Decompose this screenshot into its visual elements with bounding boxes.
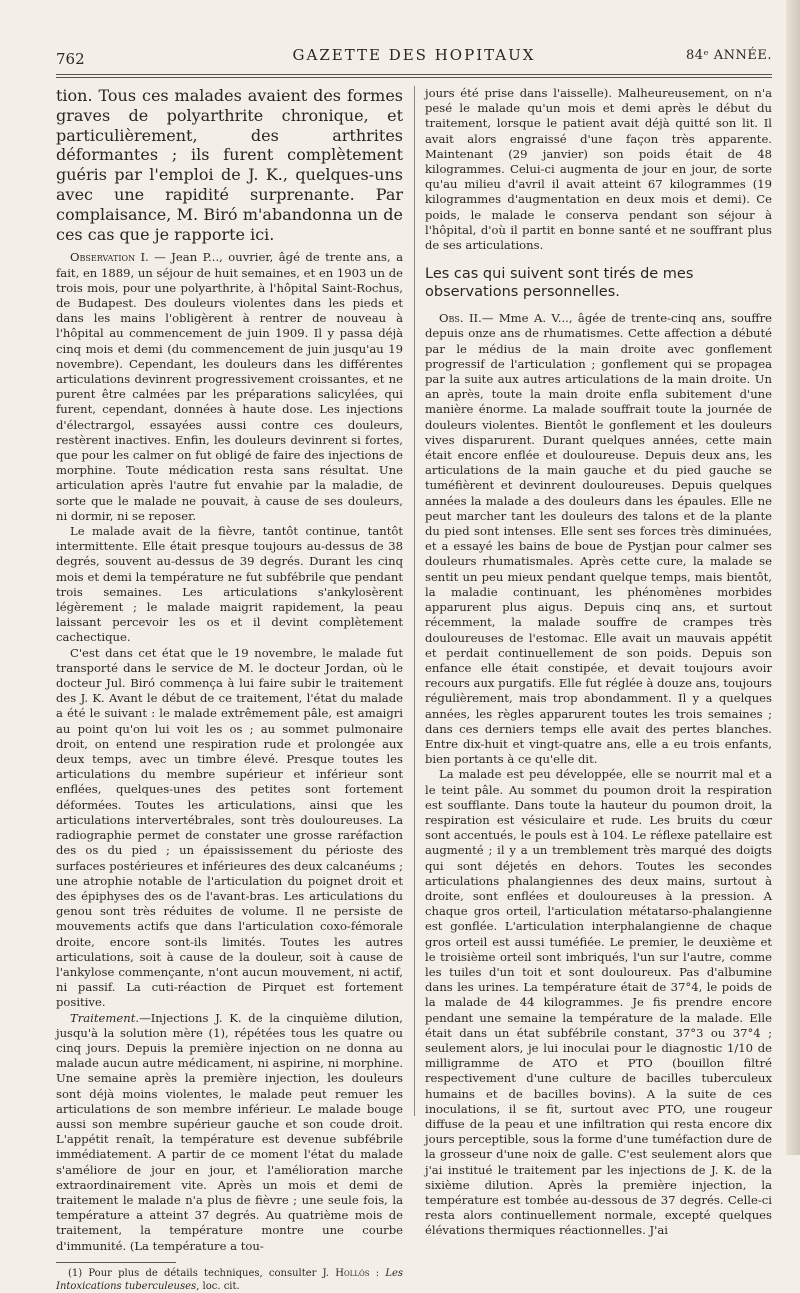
column-divider: [414, 86, 415, 1116]
right-column: [425, 86, 772, 1239]
observation-2-exam-paragraph: La malade est peu développée, elle se nourrit mal et a le teint pâle. Au sommet du poumon droit la respiration est soufflante. Dans toute la hauteur du poumon droit, la respiration est vésiculaire et rude. Les bruits du cœur sont accentués, le pouls est à 104. Le réflexe patellaire est augmenté ; il y a un tremblement très marqué des doigts qui sont déjetés en dehors. Toutes les secondes articulations phalangiennes des deux mains, surtout à droite, sont enflées et douloureuses à la pression. A chaque gros orteil, l'articulation métatarso-phalangienne est gonflée. L'articulation interphalangienne de chaque gros orteil est aussi tuméfiée. Le premier, le deuxième et le troisième orteil sont imbriqués, l'un sur l'autre, comme les tuiles d'un toit et sont douloureux. Pas d'albumine dans les urines. La température était de 37°4, le poids de la malade de 44 kilogrammes. Je fis prendre encore pendant une semaine la température de la malade. Elle était dans un état subfébrile constant, 37°3 ou 37°4 ; seulement alors, je lui inoculai pour le diagnostic 1/10 de milligramme de ATO et PTO (bouillon filtré respectivement d'une culture de bacilles tuberculeux humains et de bacilles bovins). A la suite de ces inoculations, il se fit, surtout avec PTO, une rougeur diffuse de la peau et une infiltration qui resta encore dix jours perceptible, sous la forme d'une tuméfaction dure de la grosseur d'une noix de galle. C'est seulement alors que j'ai institué le traitement par les injections de J. K. de la sixième dilution. Après la première injection, la température est tombée au-dessous de 37 degrés. Celle-ci resta alors continuellement normale, excepté quelques élévations thermiques réactionnelles. J'ai: [425, 767, 772, 1238]
observation-2-text: — Mme A. V..., âgée de trente-cinq ans, souffre depuis onze ans de rhumatismes. Cette affection a débuté par le médius de la main droite avec gonflement progressif de l'articulation ; gonflement qui se propagea par la suite aux autres articulations de la main droite. Un an après, toute la main droite enfla subitement d'une manière énorme. La malade souffrait toute la journée de douleurs violentes. Bientôt le gonflement et les douleurs vives disparurent. Durant quelques années, cette main était encore enflée et douloureuse. Depuis deux ans, les articulations de la main gauche et du pied gauche se tuméfièrent et devinrent douloureuses. Depuis quelques années la malade a des douleurs dans les épaules. Elle ne peut marcher tant les douleurs des talons et de la plante du pied sont intenses. Elle sent ses forces très diminuées, et a essayé les bains de boue de Pystjan pour calmer ses douleurs rhumatismales. Après cette cure, la malade se sentit un peu mieux pendant quelque temps, mais bientôt, la maladie continuant, les phénomènes morbides apparurent plus aigus. Depuis cinq ans, et surtout récemment, la malade souffre de crampes très douloureuses de l'estomac. Elle avait un mauvais appétit et perdait continuellement de son poids. Depuis son enfance elle était constipée, et devait toujours avoir recours aux purgatifs. Elle fut réglée à douze ans, toujours régulièrement, mais trop abondamment. Il y a quelques années, les règles apparurent toutes les trois semaines ; dans ces derniers temps elle avait des pertes blanches. Entre dix-huit et vingt-quatre ans, elle a eu trois enfants, bien portants à ce qu'elle dit.: [425, 311, 772, 767]
footnote-author: Hollós: [335, 1267, 370, 1279]
left-column: [56, 86, 403, 1293]
journal-title: GAZETTE DES HOPITAUX: [292, 46, 536, 64]
running-header: [56, 44, 772, 68]
page-edge: [786, 0, 800, 1155]
footnote-rule: [56, 1262, 176, 1263]
continuation-paragraph: jours été prise dans l'aisselle). Malheureusement, on n'a pesé le malade qu'un mois et demi après le début du traitement, lorsque le patient avait déjà quitté son lit. Il avait alors engraissé d'une façon très apparente. Maintenant (29 janvier) son poids était de 48 kilogrammes. Celui-ci augmenta de jour en jour, de sorte qu'au milieu d'avril il avait atteint 67 kilogrammes (19 kilogrammes d'augmentation en deux mois et demi). Ce poids, le malade le conserva pendant son séjour à l'hôpital, d'où il partit en bonne santé et ne souffrant plus de ses articulations.: [425, 86, 772, 253]
footnote-citation: , loc. cit.: [196, 1280, 240, 1292]
observation-1-fever-paragraph: Le malade avait de la fièvre, tantôt continue, tantôt intermittente. Elle était presque toujours au-dessus de 38 degrés, souvent au-dessus de 39 degrés. Durant les cinq mois et demi la température ne fut subfébrile que pendant trois semaines. Les articulations s'ankylosèrent légèrement ; le malade maigrit rapidement, la peau laissant percevoir les os et il devint complètement cachectique.: [56, 524, 403, 645]
observation-1-text: — Jean P..., ouvrier, âgé de trente ans, a fait, en 1889, un séjour de huit semaines, et en 1903 un de trois mois, pour une polyarthrite, à l'hôpital Saint-Rochus, de Budapest. Des douleurs violentes dans les pieds et dans les mains l'obligèrent à rentrer de nouveau à l'hôpital au commencement de juin 1909. Il y passa déjà cinq mois et demi (du commencement de juin jusqu'au 19 novembre). Cependant, les douleurs dans les différentes articulations devinrent progressivement croissantes, et ne purent être calmées par les préparations salicylées, qui furent, cependant, données à haute dose. Les injections d'électrargol, essayées aussi contre ces douleurs, restèrent inactives. Enfin, les douleurs devinrent si fortes, que pour les calmer on fut obligé de faire des injections de morphine. Toute médication resta sans résultat. Une articulation après l'autre fut envahie par la maladie, de sorte que le malade ne pouvait, à cause de ses douleurs, ni dormir, ni se reposer.: [56, 250, 404, 523]
footnote: [56, 1267, 403, 1293]
header-rule-secondary: [56, 77, 772, 78]
edition-label: 84ᵉ ANNÉE.: [686, 48, 772, 63]
lead-paragraph: tion. Tous ces malades avaient des formes graves de polyarthrite chronique, et particulièrement, des arthrites déformantes ; ils furent complètement guéris par l'emploi de J. K., quelques-uns avec une rapidité surprenante. Par complaisance, M. Biró m'abandonna un de ces cas que je rapporte ici.: [56, 86, 403, 244]
footnote-work-title: Les Intoxications tuberculeuses: [56, 1267, 404, 1292]
header-rule: [56, 74, 772, 75]
treatment-label: Traitement.: [70, 1010, 140, 1025]
observation-2-paragraph: [425, 311, 772, 767]
observation-1-status-paragraph: C'est dans cet état que le 19 novembre, le malade fut transporté dans le service de M. le docteur Jordan, où le docteur Jul. Biró commença à lui faire subir le traitement des J. K. Avant le début de ce traitement, l'état du malade a été le suivant : le malade extrêmement pâle, est amaigri au point qu'on lui voit les os ; au sommet pulmonaire droit, on entend une respiration rude et prolongée aux deux temps, avec un timbre élevé. Presque toutes les articulations du membre supérieur et inférieur sont enflées, quelques-unes des petites sont fortement déformées. Toutes les articulations, ainsi que les articulations intervertébrales, sont très douloureuses. La radiographie permet de constater une grosse raréfaction des os du pied ; un épaississement du périoste des surfaces postérieures et inférieures des deux calcanéums ; une atrophie notable de l'articulation du poignet droit et des épiphyses des os de l'avant-bras. Les articulations du genou sont très réduites de volume. Il ne persiste de mouvements actifs que dans l'articulation coxo-fémorale droite, encore sont-ils limités. Toutes les autres articulations, soit à cause de la douleur, soit à cause de l'ankylose commençante, n'ont aucun mouvement, ni actif, ni passif. La cuti-réaction de Pirquet est fortement positive.: [56, 645, 403, 1010]
observation-2-label: Obs. II.: [439, 311, 482, 326]
footnote-separator: :: [369, 1267, 386, 1279]
treatment-text: —Injections J. K. de la cinquième dilution, jusqu'à la solution mère (1), répétées tous les quatre ou cinq jours. Depuis la première injection on ne donna au malade aucun autre médicament, ni aspirine, ni morphine. Une semaine après la première injection, les douleurs sont déjà moins violentes, le malade peut remuer les articulations de son membre inférieur. Le malade bouge aussi son membre supérieur gauche et son coude droit. L'appétit renaît, la température est devenue subfébrile immédiatement. A partir de ce moment l'état du malade s'améliore de jour en jour, et l'amélioration marche extraordinairement vite. Après un mois et demi de traitement le malade n'a plus de fièvre ; une seule fois, la température a atteint 37 degrés. Au quatrième mois de traitement, la température montre une courbe d'immunité. (La température a tou-: [56, 1010, 403, 1253]
treatment-paragraph: [56, 1011, 403, 1254]
observation-1-label: Observation I.: [70, 250, 149, 265]
page-number: 762: [56, 50, 85, 68]
observation-1-paragraph: [56, 250, 403, 524]
section-heading: Les cas qui suivent sont tirés de mes observations personnelles.: [425, 266, 694, 301]
footnote-text: (1) Pour plus de détails techniques, consulter J.: [68, 1267, 336, 1279]
